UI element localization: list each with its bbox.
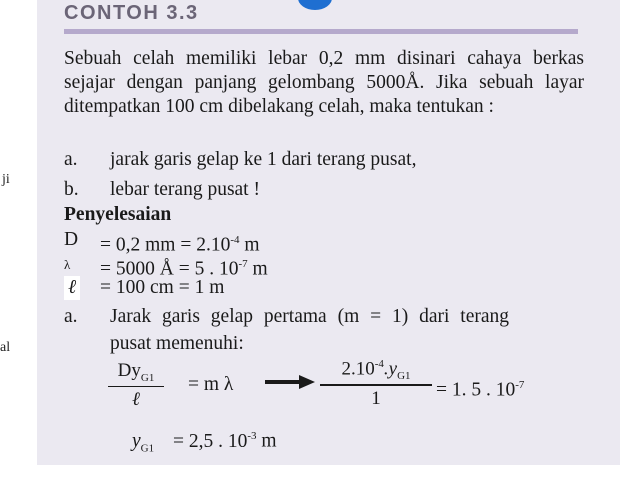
part-a-line2: pusat memenuhi: xyxy=(110,333,244,354)
frac-subscript: G1 xyxy=(397,370,411,383)
given-l xyxy=(64,276,225,300)
edge-text-fragment: ji xyxy=(2,172,10,187)
fraction-bar xyxy=(320,384,432,385)
fraction-dy-over-l xyxy=(108,360,164,411)
frac-subscript: G1 xyxy=(140,371,155,384)
given-symbol: ℓ xyxy=(64,276,80,300)
result-symbol: y xyxy=(132,430,141,452)
rhs-value: = 1. 5 . 10 xyxy=(436,379,516,401)
item-text: jarak garis gelap ke 1 dari terang pusat, xyxy=(110,149,417,170)
fraction-substituted xyxy=(320,358,432,410)
given-d xyxy=(64,228,260,256)
frac-exponent: -4 xyxy=(374,358,384,370)
problem-statement: Sebuah celah memiliki lebar 0,2 mm disinari cahaya berkas sejajar dengan panjang gelombang 5000Å. Jika sebuah layar ditempatkan 100 cm dibelakang celah, maka tentukan : xyxy=(64,48,584,117)
given-value: = 0,2 mm = 2.10 xyxy=(100,234,231,256)
part-a-line1 xyxy=(110,305,578,329)
edge-text-fragment: al xyxy=(0,340,11,355)
item-a xyxy=(64,148,417,172)
equals-m-lambda: = m λ xyxy=(188,374,234,395)
given-unit: m xyxy=(239,234,260,256)
given-symbol: λ xyxy=(64,257,71,272)
result-value: = 2,5 . 10 xyxy=(172,430,248,452)
given-exponent: -4 xyxy=(230,234,240,246)
frac-numerator: Dy xyxy=(117,360,141,381)
result-exponent: -3 xyxy=(247,430,257,442)
frac-denominator: ℓ xyxy=(132,389,140,411)
given-value: = 5000 Å = 5 . 10 xyxy=(100,258,239,280)
item-b xyxy=(64,178,260,202)
item-text: lebar terang pusat ! xyxy=(110,179,260,200)
given-unit: m xyxy=(247,258,268,280)
frac-numerator: 2.10 xyxy=(341,358,375,380)
given-symbol: D xyxy=(64,229,79,250)
example-title: CONTOH 3.3 xyxy=(64,2,199,24)
title-underline xyxy=(64,29,578,34)
right-arrow-icon xyxy=(265,375,315,389)
rhs-exponent: -7 xyxy=(515,379,525,391)
frac-denominator: 1 xyxy=(371,387,381,409)
equation-rhs xyxy=(436,373,524,403)
part-a-text: Jarak garis gelap pertama (m = 1) dari terang xyxy=(110,306,510,327)
frac-numerator-variable: .y xyxy=(383,358,398,380)
result-subscript: G1 xyxy=(140,442,155,455)
result-ygl xyxy=(132,424,277,460)
given-exponent: -7 xyxy=(238,258,248,270)
given-lambda xyxy=(64,252,268,280)
solution-heading: Penyelesaian xyxy=(64,204,172,225)
given-value: = 100 cm = 1 m xyxy=(100,277,225,298)
result-unit: m xyxy=(256,430,277,452)
item-label: b. xyxy=(64,179,79,200)
left-page-strip xyxy=(0,0,37,484)
part-a-label: a. xyxy=(64,306,78,327)
item-label: a. xyxy=(64,149,78,170)
fraction-bar xyxy=(108,386,164,387)
